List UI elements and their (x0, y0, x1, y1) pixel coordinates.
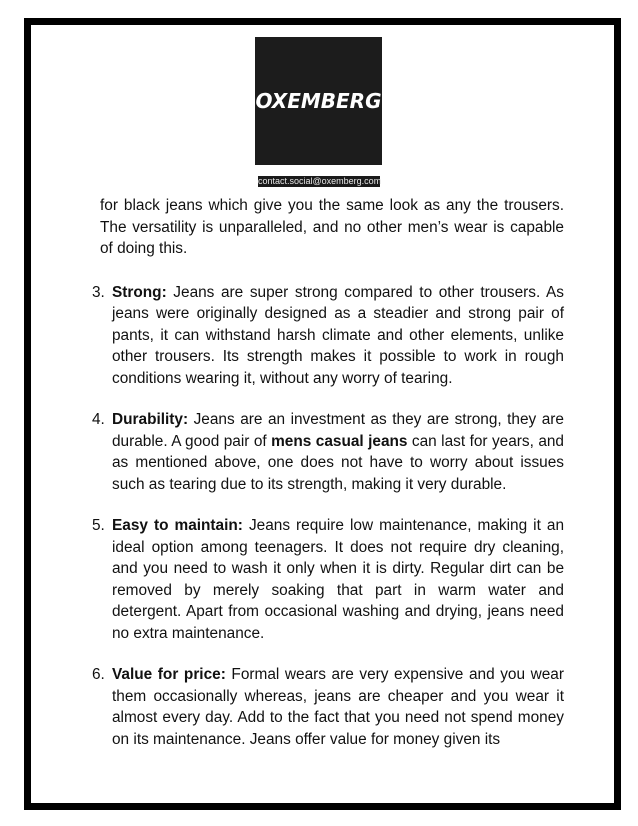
contact-email: contact.social@oxemberg.com (258, 176, 382, 186)
list-item-durability (92, 409, 564, 495)
item-text: Formal wears are very expensive and you wear them occasionally whereas, jeans are cheaper and you wear it almost every day. Add to the fact that you need not spend money on its maintenance. Jeans offer value for money given its (112, 666, 564, 748)
item-text: Jeans are super strong compared to other trousers. As jeans were originally designed as a steadier and strong pair of pants, it can withstand harsh climate and other elements, unlike other trousers. Its strength makes it possible to work in rough conditions wearing it, without any worry of tearing. (112, 283, 564, 387)
intro-paragraph: for black jeans which give you the same look as any the trousers. The versatility is unparalleled, and no other men’s wear is capable of doing this. (100, 197, 564, 257)
list-number: 5. (92, 517, 105, 534)
item-heading: Durability: (112, 411, 189, 428)
list-number: 3. (92, 283, 105, 301)
list-item-easy-to-maintain (92, 515, 564, 644)
list-number: 4. (92, 411, 105, 428)
item-heading: Strong: (112, 283, 167, 301)
brand-logo (255, 37, 382, 165)
brand-logo-text: OXEMBERG (255, 89, 382, 113)
item-heading: Easy to maintain: (112, 517, 243, 534)
list-item-strong (92, 282, 564, 390)
item-text: Jeans are an investment as they are strong, they are durable. A good pair of (112, 411, 564, 450)
item-text: can last for years, and as mentioned above, one does not have to worry about issues such as tearing due to its strength, making it very durable. (112, 432, 564, 493)
item-heading: Value for price: (112, 666, 226, 683)
document-body (92, 195, 564, 750)
list-item-value-for-price (92, 664, 564, 750)
item-text: Jeans require low maintenance, making it an ideal option among teenagers. It does not require dry cleaning, and you need to wash it only when it is dirty. Regular dirt can be removed by merely soaking that part in warm water and detergent. Apart from occasional washing and drying, jeans need no extra maintenance. (112, 517, 564, 642)
list-number: 6. (92, 666, 105, 683)
mens-casual-jeans-link[interactable]: mens casual jeans (271, 432, 408, 450)
